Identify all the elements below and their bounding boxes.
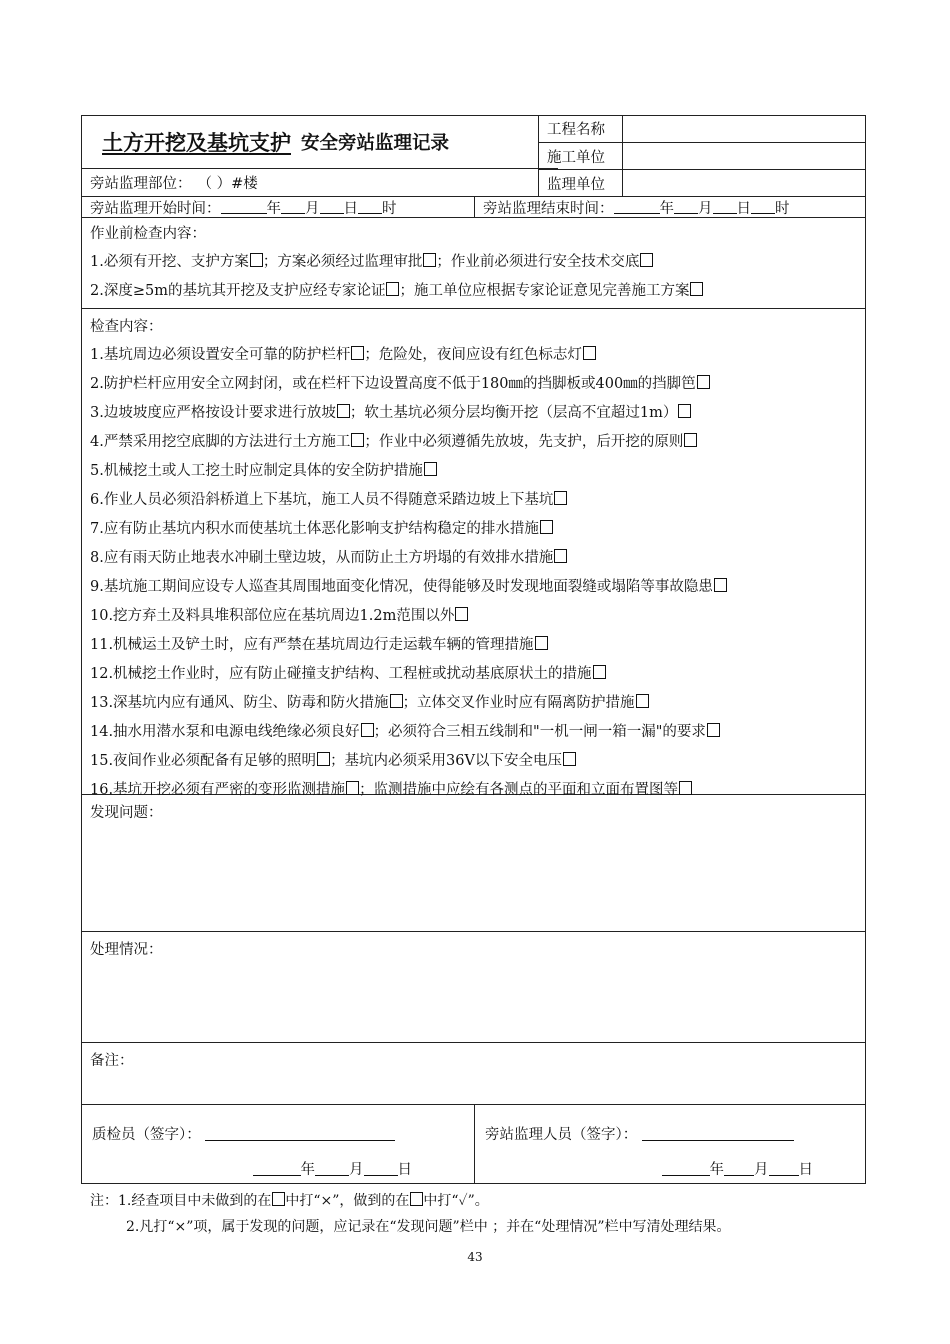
checkbox[interactable] — [423, 253, 436, 267]
end-time-label: 旁站监理结束时间： — [483, 200, 614, 217]
location-value: （ ）#楼 — [197, 176, 258, 193]
construction-unit-label: 施工单位 — [539, 143, 623, 170]
location-cell — [82, 169, 538, 196]
supervision-record-form — [81, 115, 866, 1184]
title — [82, 116, 558, 169]
header-row — [82, 116, 865, 197]
check-item-12 — [90, 660, 857, 689]
end-month: 月 — [698, 200, 713, 217]
title-sub: 安全旁站监理记录 — [301, 133, 450, 155]
checkbox-symbol — [272, 1192, 285, 1206]
checkbox[interactable] — [679, 781, 692, 795]
checkbox[interactable] — [390, 694, 403, 708]
note-prefix: 注： — [90, 1193, 118, 1209]
check-item-text: ；立体交叉作业时应有隔离防护措施 — [402, 695, 635, 711]
start-month: 月 — [305, 200, 320, 217]
inspector-signature[interactable] — [82, 1105, 475, 1183]
checkbox[interactable] — [684, 433, 697, 447]
project-name-label: 工程名称 — [539, 116, 623, 142]
check-item-13 — [90, 689, 857, 718]
project-name-field[interactable] — [623, 116, 865, 142]
check-item-8 — [90, 544, 857, 573]
check-item-2 — [90, 370, 857, 399]
inspector-date — [92, 1158, 464, 1179]
check-item-text: 5.机械挖土或人工挖土时应制定具体的安全防护措施 — [90, 463, 423, 479]
checkbox[interactable] — [535, 636, 548, 650]
pre-check-text-1a: 1.必须有开挖、支护方案 — [90, 254, 249, 270]
checkbox[interactable] — [697, 375, 710, 389]
pre-check-content — [82, 218, 865, 308]
checkbox[interactable] — [593, 665, 606, 679]
check-item-text: ；监测措施中应绘有各测点的平面和立面布置图等 — [359, 782, 679, 798]
check-item-3 — [90, 399, 857, 428]
check-item-15 — [90, 747, 857, 776]
findings-field[interactable] — [82, 795, 865, 931]
supervisor-day: 日 — [798, 1162, 813, 1178]
findings-label: 发现问题： — [90, 805, 163, 821]
footnotes — [90, 1188, 730, 1240]
checkbox[interactable] — [690, 282, 703, 296]
pre-check-heading: 作业前检查内容： — [90, 226, 206, 242]
note-1-a: 1.经查项目中未做到的在 — [118, 1193, 272, 1209]
inspector-label: 质检员（签字）： — [92, 1127, 201, 1143]
end-year: 年 — [659, 200, 674, 217]
check-item-text: 11.机械运土及铲土时，应有严禁在基坑周边行走运载车辆的管理措施 — [90, 637, 534, 653]
end-day: 日 — [736, 200, 751, 217]
supervisor-date — [485, 1158, 855, 1179]
check-item-text: 8.应有雨天防止地表水冲刷土壁边坡，从而防止土方坍塌的有效排水措施 — [90, 550, 554, 566]
end-hour: 时 — [775, 200, 790, 217]
check-item-text: 6.作业人员必须沿斜桥道上下基坑，施工人员不得随意采踏边坡上下基坑 — [90, 492, 554, 508]
checkbox-symbol — [410, 1192, 423, 1206]
page-number: 43 — [467, 1250, 483, 1264]
checkbox[interactable] — [455, 607, 468, 621]
note-1-c: 中打“✓”。 — [423, 1193, 489, 1209]
pre-check-text-1c: ；作业前必须进行安全技术交底 — [436, 254, 640, 270]
check-item-11 — [90, 631, 857, 660]
checkbox[interactable] — [337, 404, 350, 418]
check-item-text: 9.基坑施工期间应设专人巡查其周围地面变化情况，使得能够及时发现地面裂缝或塌陷等事故隐患 — [90, 579, 713, 595]
checkbox[interactable] — [361, 723, 374, 737]
checkbox[interactable] — [563, 752, 576, 766]
checkbox[interactable] — [386, 282, 399, 296]
check-item-text: 4.严禁采用挖空底脚的方法进行土方施工 — [90, 434, 351, 450]
inspector-year: 年 — [300, 1162, 315, 1178]
pre-check-text-2b: ；施工单位应根据专家论证意见完善施工方案 — [399, 283, 690, 299]
checkbox[interactable] — [317, 752, 330, 766]
remarks-field[interactable] — [82, 1043, 865, 1104]
supervision-unit-field[interactable] — [623, 170, 865, 196]
checkbox[interactable] — [583, 346, 596, 360]
start-hour: 时 — [382, 200, 397, 217]
inspector-day: 日 — [397, 1162, 412, 1178]
check-item-7 — [90, 515, 857, 544]
check-heading: 检查内容： — [90, 319, 163, 335]
check-item-9 — [90, 573, 857, 602]
checkbox[interactable] — [707, 723, 720, 737]
title-main: 土方开挖及基坑支护 — [102, 131, 291, 156]
check-item-text: 7.应有防止基坑内积水而使基坑土体恶化影响支护结构稳定的排水措施 — [90, 521, 539, 537]
supervision-unit-label: 监理单位 — [539, 170, 623, 196]
construction-unit-row — [539, 143, 865, 171]
start-day: 日 — [343, 200, 358, 217]
project-name-row — [539, 116, 865, 143]
pre-check-text-2a: 2.深度≥5m的基坑其开挖及支护应经专家论证 — [90, 283, 386, 299]
check-item-text: ；危险处，夜间应设有红色标志灯 — [364, 347, 582, 363]
checkbox[interactable] — [714, 578, 727, 592]
start-time-cell[interactable] — [82, 197, 475, 217]
check-item-text: 14.抽水用潜水泵和电源电线绝缘必须良好 — [90, 724, 360, 740]
check-item-text: 10.挖方弃土及料具堆积部位应在基坑周边1.2m范围以外 — [90, 608, 455, 624]
checkbox[interactable] — [540, 520, 553, 534]
note-2: 2.凡打“×”项，属于发现的问题，应记录在“发现问题”栏中 ；并在“处理情况”栏中写清处理结果。 — [126, 1219, 731, 1235]
handling-label: 处理情况： — [90, 942, 163, 958]
check-section — [82, 309, 865, 798]
findings-section — [82, 795, 865, 932]
time-row — [82, 197, 865, 218]
supervision-unit-row — [539, 170, 865, 196]
inspector-month: 月 — [349, 1162, 364, 1178]
signature-row — [82, 1105, 865, 1183]
start-year: 年 — [266, 200, 281, 217]
supervisor-signature[interactable] — [475, 1105, 865, 1183]
remarks-label: 备注： — [90, 1053, 134, 1069]
check-item-text: 3.边坡坡度应严格按设计要求进行放坡 — [90, 405, 336, 421]
pre-check-text-1b: ；方案必须经过监理审批 — [262, 254, 423, 270]
checkbox[interactable] — [640, 253, 653, 267]
checkbox[interactable] — [351, 346, 364, 360]
check-list — [90, 341, 857, 805]
construction-unit-field[interactable] — [623, 143, 865, 170]
checkbox[interactable] — [636, 694, 649, 708]
note-1 — [90, 1188, 730, 1214]
start-time-label: 旁站监理开始时间： — [90, 200, 221, 217]
check-item-text: ；作业中必须遵循先放坡，先支护，后开挖的原则 — [364, 434, 684, 450]
check-item-text: 1.基坑周边必须设置安全可靠的防护栏杆 — [90, 347, 351, 363]
checkbox[interactable] — [250, 253, 263, 267]
check-item-10 — [90, 602, 857, 631]
check-item-1 — [90, 341, 857, 370]
check-item-14 — [90, 718, 857, 747]
check-item-5 — [90, 457, 857, 486]
check-item-6 — [90, 486, 857, 515]
check-item-text: ；必须符合三相五线制和"一机一闸一箱一漏"的要求 — [373, 724, 706, 740]
pre-check-item-1 — [90, 248, 857, 277]
end-time-cell[interactable] — [475, 197, 865, 217]
title-area — [82, 116, 539, 196]
supervisor-year: 年 — [709, 1162, 724, 1178]
remarks-section — [82, 1043, 865, 1105]
checkbox[interactable] — [351, 433, 364, 447]
check-item-text: 13.深基坑内应有通风、防尘、防毒和防火措施 — [90, 695, 389, 711]
check-item-text: ；基坑内必须采用36V以下安全电压 — [330, 753, 562, 769]
handling-field[interactable] — [82, 932, 865, 1042]
check-item-text: 15.夜间作业必须配备有足够的照明 — [90, 753, 317, 769]
info-table — [539, 116, 865, 196]
location-label: 旁站监理部位： — [90, 176, 192, 193]
check-item-text: 12.机械挖土作业时，应有防止碰撞支护结构、工程桩或扰动基底原状土的措施 — [90, 666, 592, 682]
pre-check-item-2 — [90, 277, 857, 306]
checkbox[interactable] — [346, 781, 359, 795]
check-item-text: 2.防护栏杆应用安全立网封闭，或在栏杆下边设置高度不低于180㎜的挡脚板或400㎜的挡脚笆 — [90, 376, 696, 392]
check-item-4 — [90, 428, 857, 457]
check-item-text: 16.基坑开挖必须有严密的变形监测措施 — [90, 782, 346, 798]
supervisor-month: 月 — [754, 1162, 769, 1178]
checkbox[interactable] — [424, 462, 437, 476]
note-1-b: 中打“×”，做到的在 — [285, 1193, 410, 1209]
checkbox[interactable] — [554, 491, 567, 505]
check-item-text: ；软土基坑必须分层均衡开挖（层高不宜超过1m） — [349, 405, 678, 421]
checkbox[interactable] — [554, 549, 567, 563]
check-content — [82, 309, 865, 798]
handling-section — [82, 932, 865, 1043]
checkbox[interactable] — [678, 404, 691, 418]
supervisor-label: 旁站监理人员（签字）： — [485, 1127, 638, 1143]
pre-check-section — [82, 218, 865, 309]
